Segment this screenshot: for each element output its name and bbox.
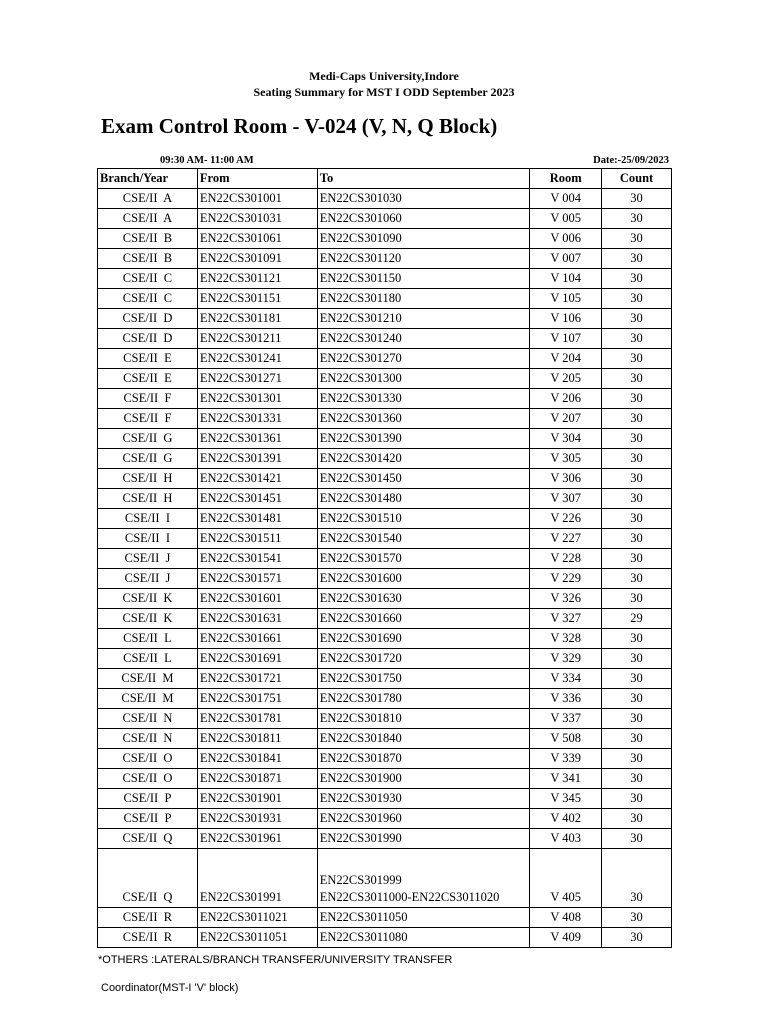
branch-cell: CSE/II K: [98, 609, 198, 629]
column-header-to: To: [317, 169, 530, 189]
from-cell: EN22CS301781: [197, 709, 317, 729]
branch-cell: CSE/II A: [98, 209, 198, 229]
room-cell: V 206: [530, 389, 602, 409]
table-row: [98, 649, 672, 669]
branch-cell: CSE/II L: [98, 649, 198, 669]
table-row: [98, 689, 672, 709]
room-cell: V 326: [530, 589, 602, 609]
room-cell: V 405: [530, 849, 602, 908]
count-cell: 30: [602, 849, 672, 908]
count-cell: 30: [602, 729, 672, 749]
university-name: Medi-Caps University,Indore: [309, 69, 459, 83]
count-cell: 30: [602, 249, 672, 269]
room-cell: V 304: [530, 429, 602, 449]
room-cell: V 105: [530, 289, 602, 309]
to-cell: EN22CS301690: [317, 629, 530, 649]
count-cell: 30: [602, 789, 672, 809]
to-cell: EN22CS301930: [317, 789, 530, 809]
from-cell: EN22CS301091: [197, 249, 317, 269]
exam-time: 09:30 AM- 11:00 AM: [160, 155, 254, 166]
from-cell: EN22CS301601: [197, 589, 317, 609]
room-cell: V 207: [530, 409, 602, 429]
table-row: [98, 269, 672, 289]
to-cell: EN22CS301300: [317, 369, 530, 389]
table-row: [98, 669, 672, 689]
from-cell: EN22CS301241: [197, 349, 317, 369]
count-cell: 30: [602, 229, 672, 249]
to-cell: EN22CS301510: [317, 509, 530, 529]
to-cell: EN22CS301600: [317, 569, 530, 589]
count-cell: 30: [602, 209, 672, 229]
room-cell: V 226: [530, 509, 602, 529]
count-cell: 30: [602, 549, 672, 569]
count-cell: 30: [602, 389, 672, 409]
to-cell: EN22CS301990: [317, 829, 530, 849]
table-row: [98, 809, 672, 829]
count-cell: 30: [602, 908, 672, 928]
count-cell: 30: [602, 469, 672, 489]
from-cell: EN22CS301871: [197, 769, 317, 789]
branch-cell: CSE/II P: [98, 789, 198, 809]
table-row: [98, 409, 672, 429]
from-cell: EN22CS301811: [197, 729, 317, 749]
room-cell: V 403: [530, 829, 602, 849]
branch-cell: CSE/II B: [98, 229, 198, 249]
from-cell: EN22CS301121: [197, 269, 317, 289]
count-cell: 30: [602, 749, 672, 769]
from-cell: EN22CS301841: [197, 749, 317, 769]
to-cell: EN22CS301120: [317, 249, 530, 269]
from-cell: EN22CS301961: [197, 829, 317, 849]
room-cell: V 336: [530, 689, 602, 709]
table-row: [98, 289, 672, 309]
from-cell: EN22CS301001: [197, 189, 317, 209]
to-cell: EN22CS301750: [317, 669, 530, 689]
room-cell: V 334: [530, 669, 602, 689]
room-cell: V 205: [530, 369, 602, 389]
from-cell: EN22CS301181: [197, 309, 317, 329]
table-row: [98, 249, 672, 269]
branch-cell: CSE/II M: [98, 689, 198, 709]
room-cell: V 402: [530, 809, 602, 829]
count-cell: 30: [602, 809, 672, 829]
count-cell: 30: [602, 589, 672, 609]
branch-cell: CSE/II O: [98, 749, 198, 769]
table-row: [98, 609, 672, 629]
room-cell: V 104: [530, 269, 602, 289]
from-cell: EN22CS301061: [197, 229, 317, 249]
room-cell: V 329: [530, 649, 602, 669]
room-cell: V 307: [530, 489, 602, 509]
branch-cell: CSE/II E: [98, 349, 198, 369]
room-cell: V 228: [530, 549, 602, 569]
count-cell: 30: [602, 329, 672, 349]
column-header-from: From: [197, 169, 317, 189]
room-cell: V 305: [530, 449, 602, 469]
count-cell: 30: [602, 509, 672, 529]
count-cell: 30: [602, 409, 672, 429]
room-cell: V 328: [530, 629, 602, 649]
to-cell: EN22CS301090: [317, 229, 530, 249]
to-cell: EN22CS301810: [317, 709, 530, 729]
branch-cell: CSE/II H: [98, 489, 198, 509]
room-cell: V 508: [530, 729, 602, 749]
to-cell: EN22CS301270: [317, 349, 530, 369]
branch-cell: CSE/II C: [98, 269, 198, 289]
branch-cell: CSE/II M: [98, 669, 198, 689]
column-header-branch: Branch/Year: [98, 169, 198, 189]
to-cell: EN22CS301720: [317, 649, 530, 669]
count-cell: 30: [602, 649, 672, 669]
coordinator-label: Coordinator(MST-I 'V' block): [101, 982, 239, 994]
branch-cell: CSE/II J: [98, 569, 198, 589]
room-cell: V 106: [530, 309, 602, 329]
from-cell: EN22CS301571: [197, 569, 317, 589]
table-row: [98, 489, 672, 509]
branch-cell: CSE/II K: [98, 589, 198, 609]
from-cell: EN22CS301541: [197, 549, 317, 569]
to-cell: EN22CS301420: [317, 449, 530, 469]
room-cell: V 006: [530, 229, 602, 249]
count-cell: 30: [602, 429, 672, 449]
from-cell: EN22CS3011021: [197, 908, 317, 928]
branch-cell: CSE/II I: [98, 529, 198, 549]
count-cell: 30: [602, 189, 672, 209]
table-row: [98, 469, 672, 489]
room-cell: V 337: [530, 709, 602, 729]
to-cell: EN22CS301210: [317, 309, 530, 329]
from-cell: EN22CS301691: [197, 649, 317, 669]
room-cell: V 107: [530, 329, 602, 349]
branch-cell: CSE/II N: [98, 709, 198, 729]
branch-cell: CSE/II H: [98, 469, 198, 489]
column-header-room: Room: [530, 169, 602, 189]
seating-table: [97, 168, 672, 948]
count-cell: 30: [602, 829, 672, 849]
to-cell: EN22CS3011050: [317, 908, 530, 928]
branch-cell: CSE/II O: [98, 769, 198, 789]
branch-cell: CSE/II C: [98, 289, 198, 309]
from-cell: EN22CS301421: [197, 469, 317, 489]
page-title: Exam Control Room - V-024 (V, N, Q Block): [101, 114, 498, 138]
from-cell: EN22CS301751: [197, 689, 317, 709]
to-cell: EN22CS301570: [317, 549, 530, 569]
table-row: [98, 549, 672, 569]
count-cell: 30: [602, 709, 672, 729]
branch-cell: CSE/II Q: [98, 849, 198, 908]
table-row: [98, 589, 672, 609]
to-cell: EN22CS301240: [317, 329, 530, 349]
table-row: [98, 629, 672, 649]
to-cell-line: EN22CS3011000-EN22CS3011020: [319, 890, 500, 904]
room-cell: V 327: [530, 609, 602, 629]
branch-cell: CSE/II R: [98, 928, 198, 948]
branch-cell: CSE/II D: [98, 329, 198, 349]
to-cell: EN22CS301150: [317, 269, 530, 289]
table-row: [98, 569, 672, 589]
to-cell: [317, 849, 530, 908]
table-row: [98, 369, 672, 389]
room-cell: V 339: [530, 749, 602, 769]
branch-cell: CSE/II I: [98, 509, 198, 529]
from-cell: EN22CS301151: [197, 289, 317, 309]
to-cell: EN22CS301180: [317, 289, 530, 309]
to-cell: EN22CS301660: [317, 609, 530, 629]
count-cell: 30: [602, 369, 672, 389]
table-row: [98, 329, 672, 349]
to-cell: EN22CS301390: [317, 429, 530, 449]
from-cell: EN22CS301211: [197, 329, 317, 349]
from-cell: EN22CS3011051: [197, 928, 317, 948]
to-cell-line: EN22CS301999: [319, 873, 402, 887]
branch-cell: CSE/II P: [98, 809, 198, 829]
to-cell: EN22CS301540: [317, 529, 530, 549]
from-cell: EN22CS301481: [197, 509, 317, 529]
branch-cell: CSE/II F: [98, 389, 198, 409]
count-cell: 30: [602, 569, 672, 589]
table-row: [98, 928, 672, 948]
branch-cell: CSE/II E: [98, 369, 198, 389]
branch-cell: CSE/II Q: [98, 829, 198, 849]
room-cell: V 341: [530, 769, 602, 789]
table-row: [98, 908, 672, 928]
table-row: [98, 769, 672, 789]
to-cell: EN22CS301960: [317, 809, 530, 829]
room-cell: V 229: [530, 569, 602, 589]
table-header-row: [98, 169, 672, 189]
table-row: [98, 849, 672, 908]
count-cell: 29: [602, 609, 672, 629]
to-cell: EN22CS301870: [317, 749, 530, 769]
table-row: [98, 789, 672, 809]
document-subtitle: Seating Summary for MST I ODD September 2023: [253, 85, 515, 99]
from-cell: EN22CS301391: [197, 449, 317, 469]
to-cell: EN22CS301780: [317, 689, 530, 709]
from-cell: EN22CS301031: [197, 209, 317, 229]
branch-cell: CSE/II L: [98, 629, 198, 649]
branch-cell: CSE/II R: [98, 908, 198, 928]
to-cell: EN22CS301900: [317, 769, 530, 789]
count-cell: 30: [602, 449, 672, 469]
from-cell: EN22CS301901: [197, 789, 317, 809]
to-cell: EN22CS301840: [317, 729, 530, 749]
from-cell: EN22CS301451: [197, 489, 317, 509]
room-cell: V 004: [530, 189, 602, 209]
table-row: [98, 729, 672, 749]
count-cell: 30: [602, 769, 672, 789]
to-cell: EN22CS301450: [317, 469, 530, 489]
branch-cell: CSE/II B: [98, 249, 198, 269]
room-cell: V 007: [530, 249, 602, 269]
table-row: [98, 189, 672, 209]
branch-cell: CSE/II A: [98, 189, 198, 209]
to-cell: EN22CS301630: [317, 589, 530, 609]
table-row: [98, 349, 672, 369]
branch-cell: CSE/II G: [98, 449, 198, 469]
count-cell: 30: [602, 529, 672, 549]
exam-date: Date:-25/09/2023: [593, 155, 669, 166]
table-row: [98, 749, 672, 769]
count-cell: 30: [602, 269, 672, 289]
branch-cell: CSE/II G: [98, 429, 198, 449]
others-note: *OTHERS :LATERALS/BRANCH TRANSFER/UNIVERSITY TRANSFER: [98, 954, 453, 966]
count-cell: 30: [602, 629, 672, 649]
to-cell: EN22CS301480: [317, 489, 530, 509]
branch-cell: CSE/II F: [98, 409, 198, 429]
count-cell: 30: [602, 669, 672, 689]
count-cell: 30: [602, 349, 672, 369]
from-cell: EN22CS301331: [197, 409, 317, 429]
to-cell: EN22CS301060: [317, 209, 530, 229]
table-row: [98, 449, 672, 469]
room-cell: V 409: [530, 928, 602, 948]
to-cell: EN22CS3011080: [317, 928, 530, 948]
count-cell: 30: [602, 489, 672, 509]
room-cell: V 005: [530, 209, 602, 229]
from-cell: EN22CS301301: [197, 389, 317, 409]
table-row: [98, 309, 672, 329]
from-cell: EN22CS301661: [197, 629, 317, 649]
table-row: [98, 209, 672, 229]
from-cell: EN22CS301361: [197, 429, 317, 449]
room-cell: V 306: [530, 469, 602, 489]
from-cell: EN22CS301631: [197, 609, 317, 629]
from-cell: EN22CS301721: [197, 669, 317, 689]
room-cell: V 345: [530, 789, 602, 809]
to-cell: EN22CS301330: [317, 389, 530, 409]
room-cell: V 204: [530, 349, 602, 369]
from-cell: EN22CS301511: [197, 529, 317, 549]
from-cell: EN22CS301931: [197, 809, 317, 829]
to-cell: EN22CS301360: [317, 409, 530, 429]
table-row: [98, 709, 672, 729]
count-cell: 30: [602, 928, 672, 948]
from-cell: EN22CS301991: [197, 849, 317, 908]
table-row: [98, 429, 672, 449]
to-cell: EN22CS301030: [317, 189, 530, 209]
branch-cell: CSE/II N: [98, 729, 198, 749]
count-cell: 30: [602, 289, 672, 309]
room-cell: V 408: [530, 908, 602, 928]
branch-cell: CSE/II J: [98, 549, 198, 569]
room-cell: V 227: [530, 529, 602, 549]
column-header-count: Count: [602, 169, 672, 189]
count-cell: 30: [602, 309, 672, 329]
table-row: [98, 529, 672, 549]
count-cell: 30: [602, 689, 672, 709]
branch-cell: CSE/II D: [98, 309, 198, 329]
table-row: [98, 829, 672, 849]
table-row: [98, 389, 672, 409]
table-row: [98, 229, 672, 249]
table-row: [98, 509, 672, 529]
from-cell: EN22CS301271: [197, 369, 317, 389]
